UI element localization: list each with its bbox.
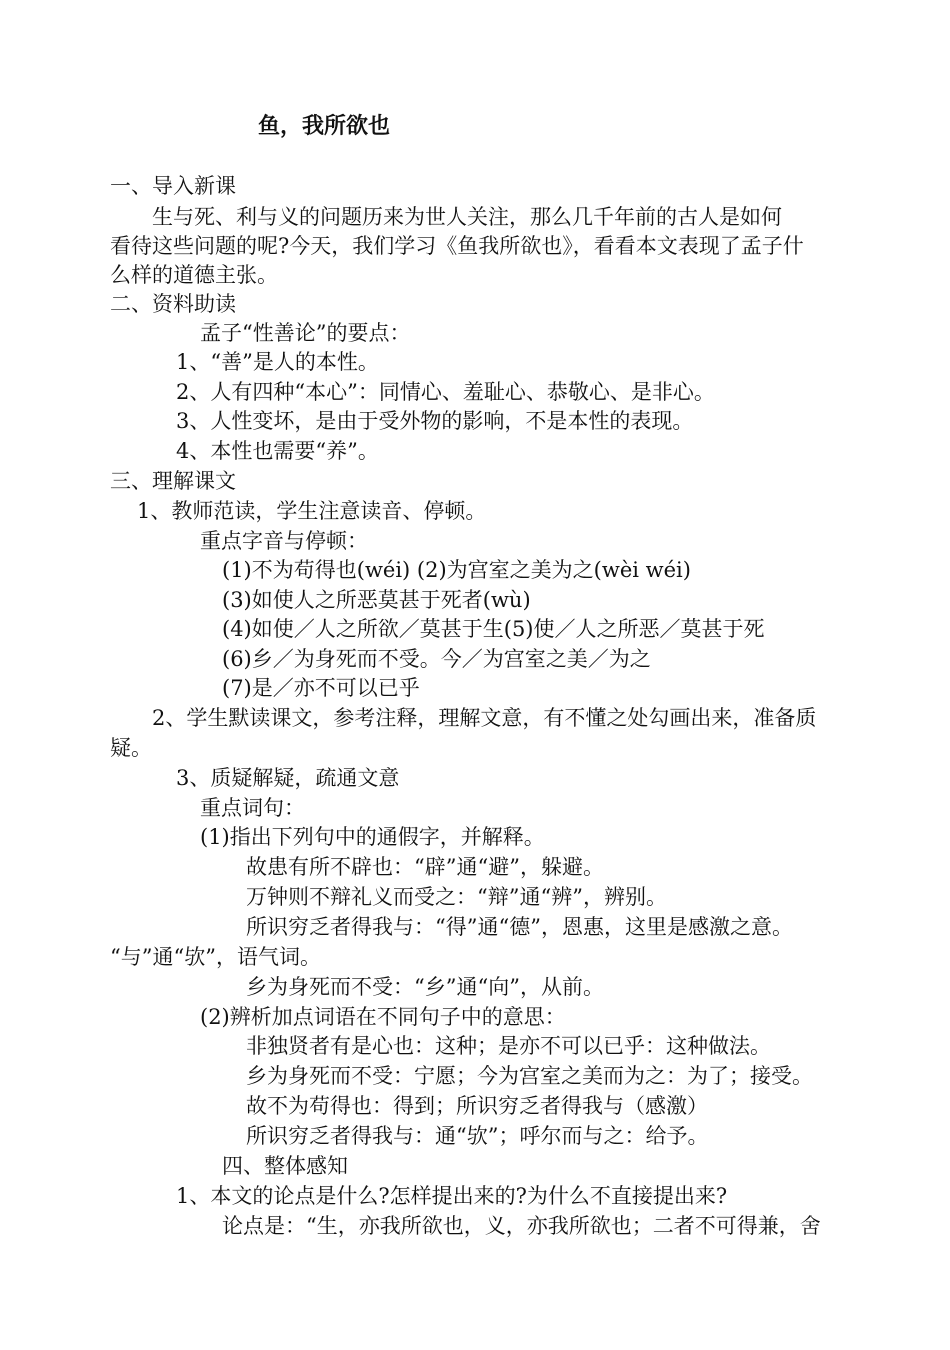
list-item: 1、教师范读，学生注意读音、停顿。 — [137, 499, 487, 523]
document-title: 鱼，我所欲也 — [258, 113, 391, 139]
list-item: (3)如使人之所恶莫甚于死者(wù) — [222, 588, 531, 612]
list-item: 所识穷乏者得我与：通“欤”；呼尔而与之：给予。 — [246, 1124, 709, 1148]
list-item: (4)如使／人之所欲／莫甚于生(5)使／人之所恶／莫甚于死 — [222, 617, 765, 641]
list-item: 乡为身死而不受：“乡”通“向”，从前。 — [246, 975, 604, 999]
list-item: 2、人有四种“本心”：同情心、羞耻心、恭敬心、是非心。 — [176, 380, 715, 404]
list-item: 万钟则不辩礼义而受之：“辩”通“辨”，辨别。 — [246, 885, 667, 909]
paragraph-line: 看待这些问题的呢?今天，我们学习《鱼我所欲也》，看看本文表现了孟子什 — [110, 234, 804, 258]
paragraph-line: 论点是：“生，亦我所欲也，义，亦我所欲也；二者不可得兼，舍 — [222, 1214, 821, 1238]
list-item: (6)乡／为身死而不受。今／为宫室之美／为之 — [222, 647, 651, 671]
list-item: (7)是／亦不可以已乎 — [222, 676, 420, 700]
section-heading-overview: 四、整体感知 — [222, 1154, 348, 1178]
list-item: 4、本性也需要“养”。 — [176, 439, 379, 463]
paragraph-line: “与”通“欤”，语气词。 — [110, 945, 321, 969]
paragraph-line: 疑。 — [110, 736, 152, 760]
section-heading-understanding: 三、理解课文 — [110, 469, 236, 493]
paragraph-line: 生与死、利与义的问题历来为世人关注，那么几千年前的古人是如何 — [152, 205, 782, 229]
section-heading-materials: 二、资料助读 — [110, 292, 236, 316]
list-item: 3、质疑解疑，疏通文意 — [176, 766, 400, 790]
list-item: 乡为身死而不受：宁愿；今为宫室之美而为之：为了；接受。 — [246, 1064, 813, 1088]
list-item: 1、“善”是人的本性。 — [176, 350, 379, 374]
list-item: 故不为苟得也：得到；所识穷乏者得我与（感激） — [246, 1094, 708, 1118]
paragraph-line: 么样的道德主张。 — [110, 263, 278, 287]
list-item: 所识穷乏者得我与：“得”通“德”，恩惠，这里是感激之意。 — [246, 915, 793, 939]
list-item: 1、本文的论点是什么?怎样提出来的?为什么不直接提出来? — [176, 1184, 728, 1208]
list-item: (2)辨析加点词语在不同句子中的意思： — [200, 1005, 566, 1029]
paragraph-line: 重点字音与停顿： — [200, 529, 368, 553]
list-item: (1)指出下列句中的通假字，并解释。 — [200, 825, 545, 849]
list-item: (1)不为苟得也(wéi) (2)为宫室之美为之(wèi wéi) — [222, 558, 691, 582]
section-heading-intro: 一、导入新课 — [110, 174, 236, 198]
list-item: 非独贤者有是心也：这种；是亦不可以已乎：这种做法。 — [246, 1034, 771, 1058]
list-item: 3、人性变坏，是由于受外物的影响，不是本性的表现。 — [176, 409, 694, 433]
list-item: 故患有所不辟也：“辟”通“避”，躲避。 — [246, 855, 604, 879]
paragraph-line: 孟子“性善论”的要点： — [200, 321, 411, 345]
list-item: 2、学生默读课文，参考注释，理解文意，有不懂之处勾画出来，准备质 — [152, 706, 817, 730]
paragraph-line: 重点词句： — [200, 796, 305, 820]
